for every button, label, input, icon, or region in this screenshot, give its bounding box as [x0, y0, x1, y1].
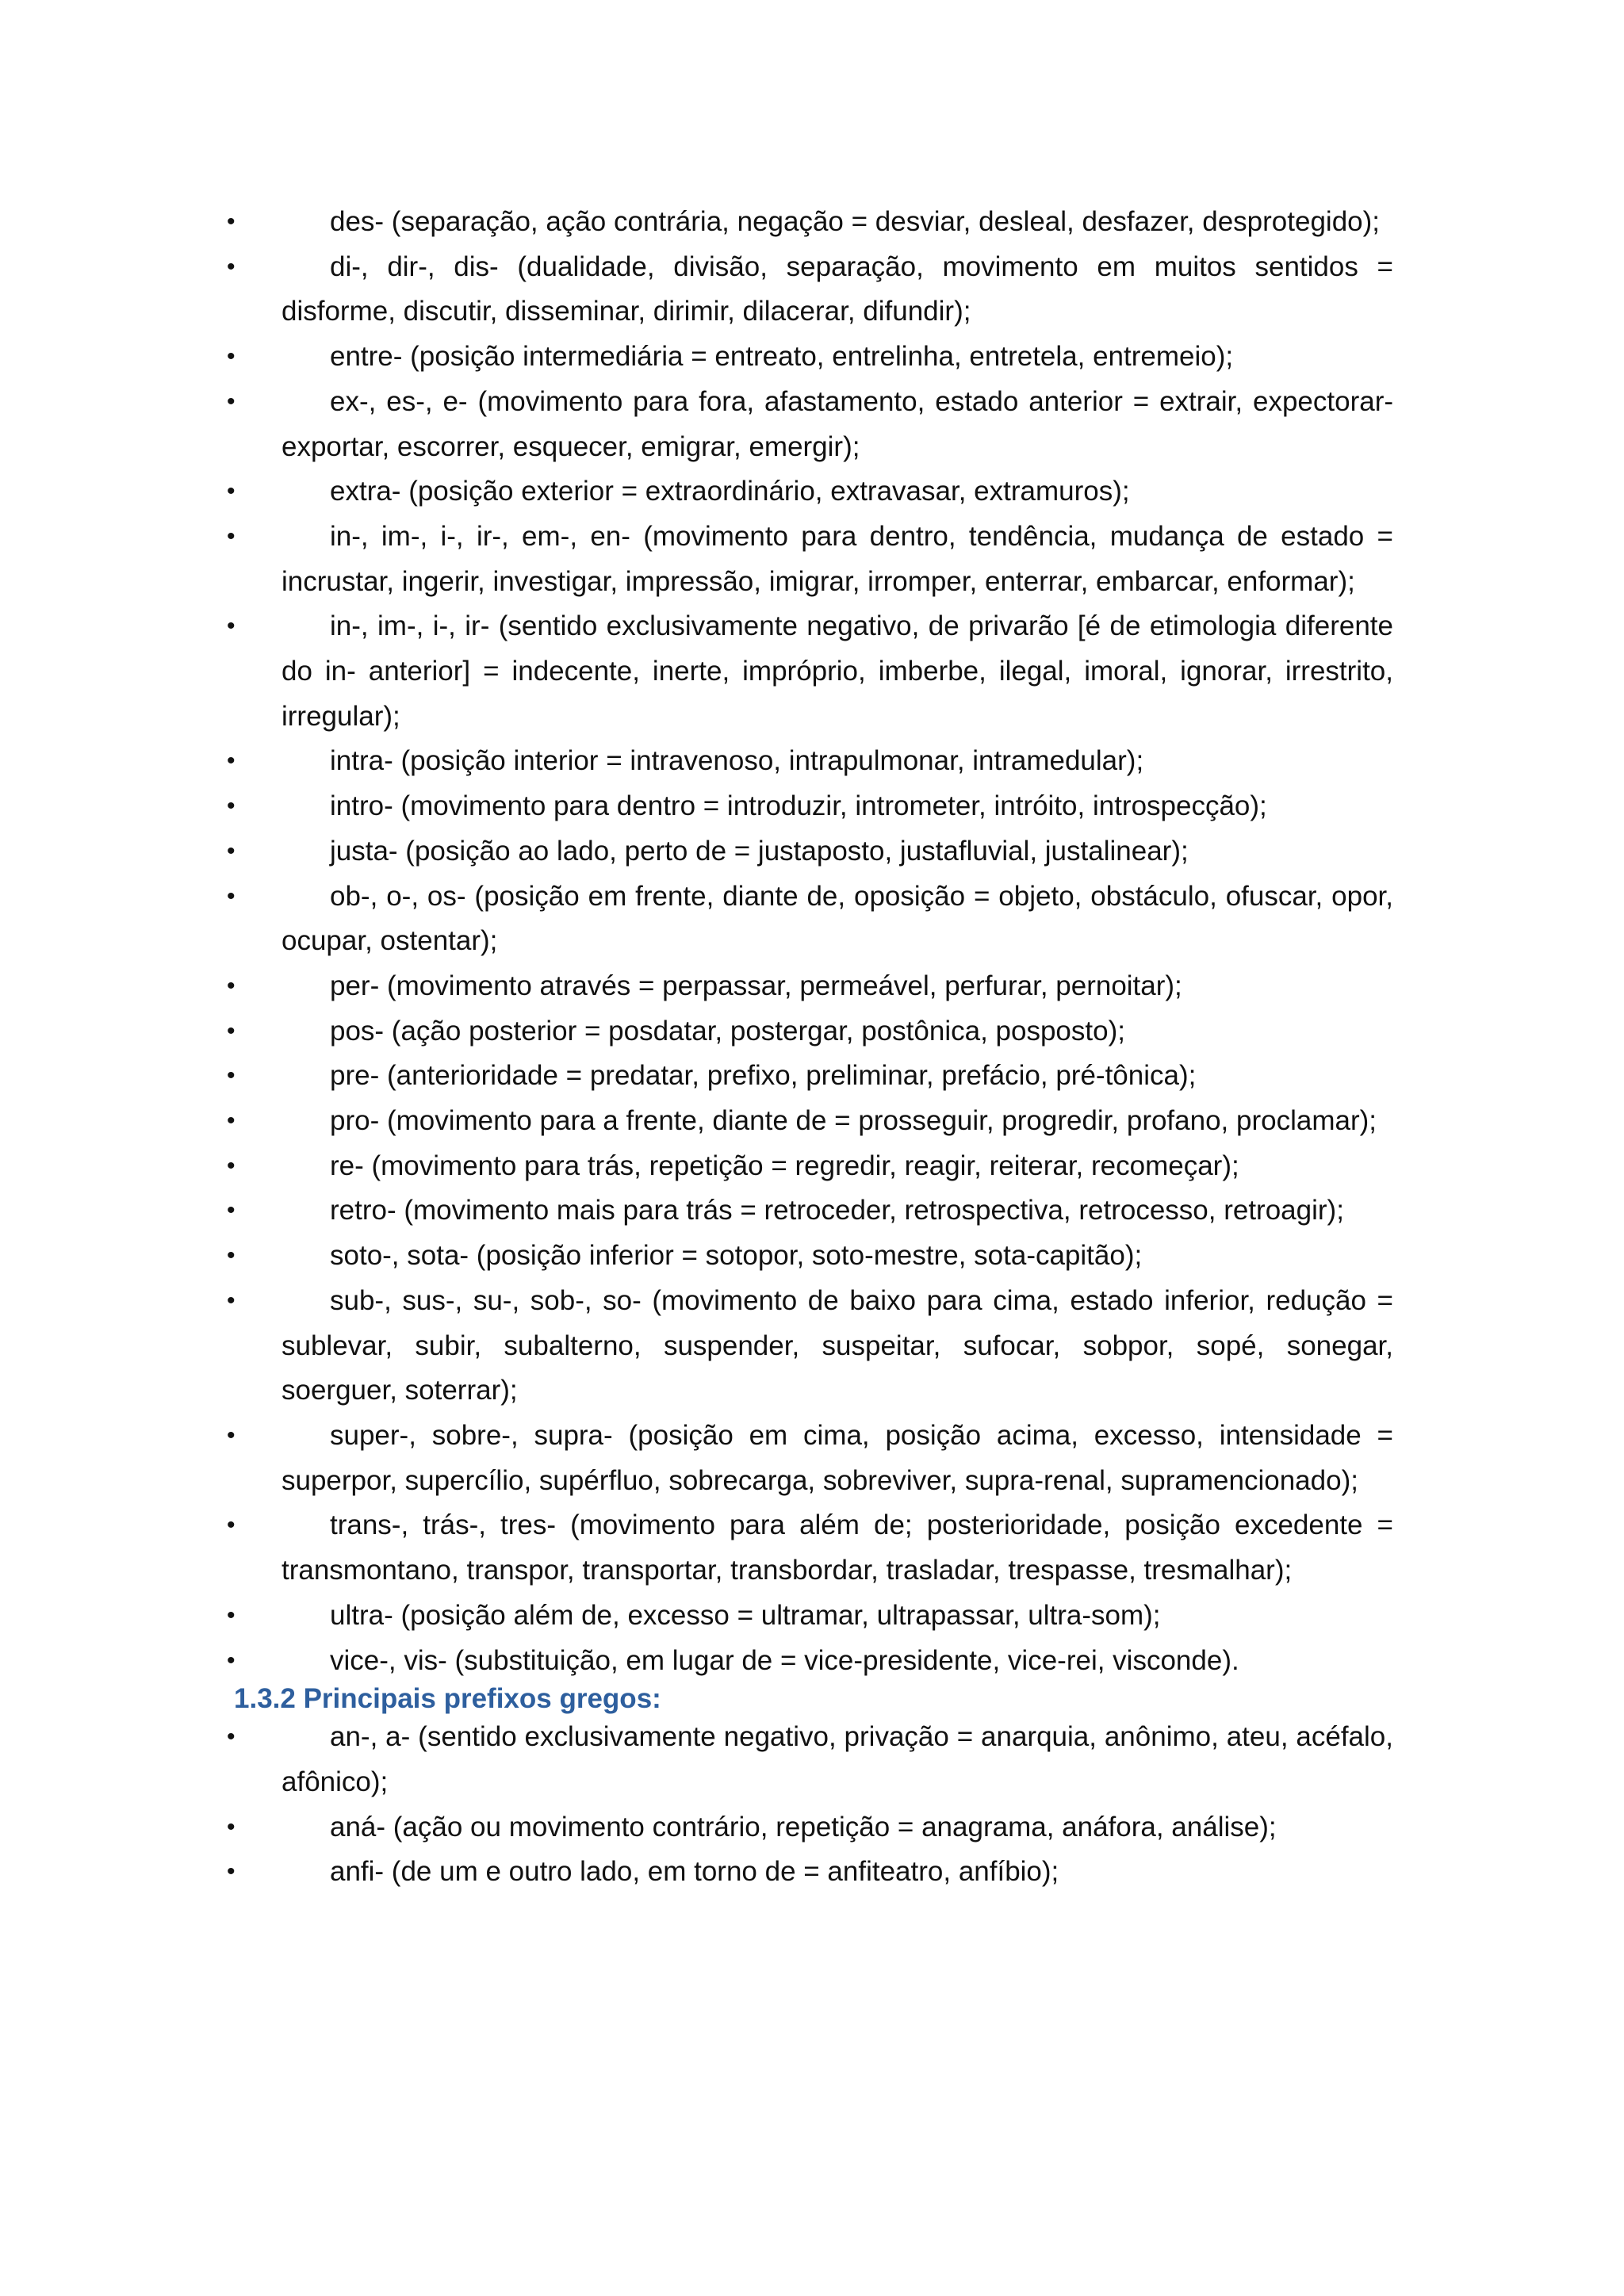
list-item-text: trans-, trás-, tres- (movimento para além de; posterioridade, posição excedente = transmontano, transpor, transportar, transbordar, trasladar, trespasse, tresmalhar);: [282, 1510, 1393, 1586]
list-item-text: pro- (movimento para a frente, diante de = prosseguir, progredir, profano, proclamar);: [330, 1105, 1377, 1137]
list-item: [227, 1144, 1393, 1189]
list-item-text: justa- (posição ao lado, perto de = justaposto, justafluvial, justalinear);: [330, 835, 1189, 867]
bullet-icon: •: [227, 1197, 236, 1224]
list-item: [227, 200, 1393, 245]
page-content: [227, 200, 1393, 1895]
list-item-text: di-, dir-, dis- (dualidade, divisão, separação, movimento em muitos sentidos = disforme, discutir, disseminar, dirimir, dilacerar, difundir);: [282, 251, 1393, 327]
list-item: [227, 515, 1393, 604]
list-item: [227, 739, 1393, 784]
list-item: [227, 380, 1393, 469]
list-item: [227, 1805, 1393, 1850]
list-item: [227, 1188, 1393, 1234]
list-item-text: extra- (posição exterior = extraordinário, extravasar, extramuros);: [330, 476, 1130, 507]
bullet-icon: •: [227, 972, 236, 999]
list-item: [227, 335, 1393, 380]
bullet-icon: •: [227, 1724, 236, 1751]
list-item: [227, 1234, 1393, 1279]
bullet-icon: •: [227, 1422, 236, 1448]
list-item: [227, 874, 1393, 964]
bullet-icon: •: [227, 1647, 236, 1674]
list-item: [227, 1099, 1393, 1144]
bullet-icon: •: [227, 478, 236, 505]
list-item: [227, 1414, 1393, 1503]
list-item-text: ultra- (posição além de, excesso = ultramar, ultrapassar, ultra-som);: [330, 1599, 1161, 1631]
list-item-text: entre- (posição intermediária = entreato, entrelinha, entretela, entremeio);: [330, 341, 1234, 373]
list-item-text: re- (movimento para trás, repetição = regredir, reagir, reiterar, recomeçar);: [330, 1150, 1239, 1181]
bullet-icon: •: [227, 1512, 236, 1539]
list-item: [227, 964, 1393, 1009]
list-item: [227, 829, 1393, 874]
bullet-icon: •: [227, 1152, 236, 1179]
bullet-icon: •: [227, 837, 236, 864]
list-item-text: sub-, sus-, su-, sob-, so- (movimento de baixo para cima, estado inferior, redução = sublevar, subir, subalterno, suspender, suspeitar, sufocar, sobpor, sopé, sonegar, soerguer, soterrar);: [282, 1284, 1393, 1406]
greek-prefix-list: [227, 1715, 1393, 1895]
list-item-text: pre- (anterioridade = predatar, prefixo, preliminar, prefácio, pré-tônica);: [330, 1060, 1197, 1092]
list-item-text: an-, a- (sentido exclusivamente negativo, privação = anarquia, anônimo, ateu, acéfalo, afônico);: [282, 1721, 1393, 1797]
bullet-icon: •: [227, 882, 236, 909]
list-item-text: intra- (posição interior = intravenoso, intrapulmonar, intramedular);: [330, 745, 1144, 777]
bullet-icon: •: [227, 1017, 236, 1044]
list-item-text: retro- (movimento mais para trás = retroceder, retrospectiva, retrocesso, retroagir);: [330, 1195, 1344, 1226]
bullet-icon: •: [227, 748, 236, 775]
bullet-icon: •: [227, 1858, 236, 1885]
list-item: [227, 1009, 1393, 1054]
list-item-text: vice-, vis- (substituição, em lugar de = vice-presidente, vice-rei, visconde).: [330, 1644, 1239, 1676]
bullet-icon: •: [227, 209, 236, 235]
bullet-icon: •: [227, 1108, 236, 1135]
bullet-icon: •: [227, 1062, 236, 1089]
list-item: [227, 784, 1393, 829]
list-item-text: per- (movimento através = perpassar, permeável, perfurar, pernoitar);: [330, 970, 1182, 1001]
list-item-text: soto-, sota- (posição inferior = sotopor, soto-mestre, sota-capitão);: [330, 1240, 1143, 1272]
list-item: [227, 1850, 1393, 1895]
bullet-icon: •: [227, 613, 236, 640]
list-item-text: anfi- (de um e outro lado, em torno de = anfiteatro, anfíbio);: [330, 1856, 1059, 1888]
latin-prefix-list: [227, 200, 1393, 1683]
list-item-text: des- (separação, ação contrária, negação = desviar, desleal, desfazer, desprotegido);: [330, 206, 1381, 237]
bullet-icon: •: [227, 343, 236, 370]
bullet-icon: •: [227, 388, 236, 415]
bullet-icon: •: [227, 1242, 236, 1269]
list-item-text: intro- (movimento para dentro = introduzir, intrometer, intróito, introspecção);: [330, 790, 1267, 822]
list-item: [227, 1503, 1393, 1593]
list-item: [227, 604, 1393, 739]
section-heading: 1.3.2 Principais prefixos gregos:: [234, 1683, 661, 1715]
list-item: [227, 1054, 1393, 1099]
bullet-icon: •: [227, 522, 236, 549]
list-item-text: pos- (ação posterior = posdatar, postergar, postônica, posposto);: [330, 1015, 1125, 1047]
list-item-text: ob-, o-, os- (posição em frente, diante de, oposição = objeto, obstáculo, ofuscar, opor, ocupar, ostentar);: [282, 880, 1393, 957]
bullet-icon: •: [227, 793, 236, 820]
list-item: [227, 1639, 1393, 1684]
list-item-text: in-, im-, i-, ir- (sentido exclusivamente negativo, de privarão [é de etimologia diferente do in- anterior] = indecente, inerte, impróprio, imberbe, ilegal, imoral, ignorar, irrestrito, irregular);: [282, 610, 1393, 732]
bullet-icon: •: [227, 1813, 236, 1840]
bullet-icon: •: [227, 253, 236, 280]
bullet-icon: •: [227, 1287, 236, 1314]
list-item-text: in-, im-, i-, ir-, em-, en- (movimento para dentro, tendência, mudança de estado = incrustar, ingerir, investigar, impressão, imigrar, irromper, enterrar, embarcar, enformar);: [282, 520, 1393, 597]
list-item-text: ex-, es-, e- (movimento para fora, afastamento, estado anterior = extrair, expectorar- exportar, escorrer, esquecer, emigrar, emergir);: [282, 385, 1393, 462]
list-item: [227, 1594, 1393, 1639]
list-item: [227, 469, 1393, 515]
list-item-text: super-, sobre-, supra- (posição em cima, posição acima, excesso, intensidade = superpor, supercílio, supérfluo, sobrecarga, sobreviver, supra-renal, supramencionado);: [282, 1419, 1393, 1496]
list-item: [227, 1279, 1393, 1414]
bullet-icon: •: [227, 1601, 236, 1628]
list-item: [227, 245, 1393, 335]
list-item-text: aná- (ação ou movimento contrário, repetição = anagrama, anáfora, análise);: [330, 1811, 1277, 1843]
list-item: [227, 1715, 1393, 1804]
